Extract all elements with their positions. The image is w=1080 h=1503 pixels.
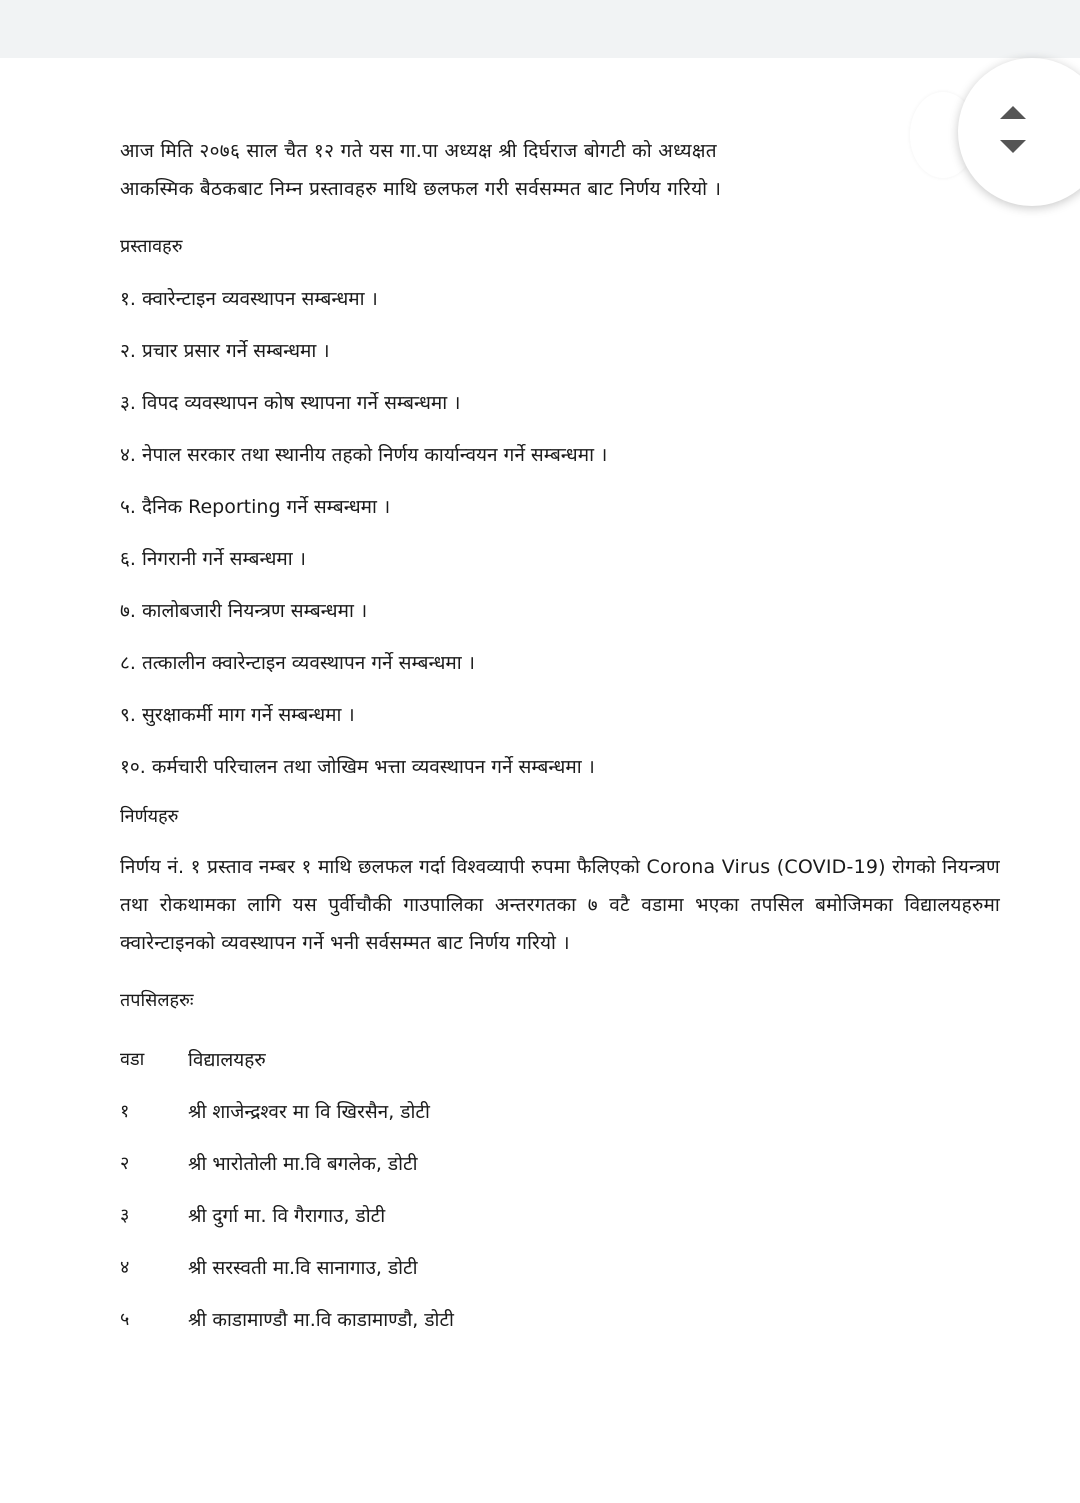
- details-heading: तपसिलहरुः: [120, 990, 194, 1011]
- table-header-row: [120, 1034, 1000, 1086]
- proposals-heading: प्रस्तावहरु: [120, 236, 183, 257]
- school-cell: श्री भारोतोली मा.वि बगलेक, डोटी: [188, 1153, 418, 1175]
- intro-paragraph: [120, 132, 920, 208]
- table-row: [120, 1086, 1000, 1138]
- ward-cell: २: [120, 1153, 130, 1174]
- decision-1-paragraph: निर्णय नं. १ प्रस्ताव नम्बर १ माथि छलफल गर्दा विश्वव्यापी रुपमा फैलिएको Corona Virus (COVID-19) रोगको नियन्त्रण तथा रोकथामका लागि यस पुर्वीचौकी गाउपालिका अन्तरगतका ७ वटै वडामा भएका तपसिल बमोजिमका विद्यालयहरुमा क्वारेन्टाइनको व्यवस्थापन गर्ने भनी सर्वसम्मत बाट निर्णय गरियो ।: [120, 856, 1000, 954]
- proposal-list: [120, 280, 1000, 786]
- school-table: [120, 1034, 1000, 1346]
- intro-line-2: आकस्मिक बैठकबाट निम्न प्रस्तावहरु माथि छलफल गरी सर्वसम्मत बाट निर्णय गरियो ।: [120, 178, 722, 200]
- school-cell: श्री दुर्गा मा. वि गैरागाउ, डोटी: [188, 1205, 386, 1227]
- school-cell: श्री सरस्वती मा.वि सानागाउ, डोटी: [188, 1257, 418, 1279]
- table-row: [120, 1138, 1000, 1190]
- table-row: [120, 1242, 1000, 1294]
- document-body: [120, 132, 1000, 1346]
- school-column-header: विद्यालयहरु: [188, 1049, 266, 1071]
- proposal-item: ४. नेपाल सरकार तथा स्थानीय तहको निर्णय कार्यान्वयन गर्ने सम्बन्धमा ।: [120, 444, 608, 466]
- triangle-down-icon[interactable]: [1000, 140, 1026, 153]
- proposal-item: ३. विपद व्यवस्थापन कोष स्थापना गर्ने सम्बन्धमा ।: [120, 392, 461, 414]
- proposal-item: १०. कर्मचारी परिचालन तथा जोखिम भत्ता व्यवस्थापन गर्ने सम्बन्धमा ।: [120, 756, 595, 778]
- proposal-item: ७. कालोबजारी नियन्त्रण सम्बन्धमा ।: [120, 600, 368, 622]
- triangle-up-icon[interactable]: [1000, 106, 1026, 119]
- proposal-item: ८. तत्कालीन क्वारेन्टाइन व्यवस्थापन गर्ने सम्बन्धमा ।: [120, 652, 475, 674]
- ward-cell: ५: [120, 1309, 130, 1330]
- proposal-item: २. प्रचार प्रसार गर्ने सम्बन्धमा ।: [120, 340, 330, 362]
- intro-line-1: आज मिति २०७६ साल चैत १२ गते यस गा.पा अध्यक्ष श्री दिर्घराज बोगटी को अध्यक्षत: [120, 140, 717, 162]
- table-row: [120, 1294, 1000, 1346]
- proposal-item: ५. दैनिक Reporting गर्ने सम्बन्धमा ।: [120, 496, 391, 518]
- ward-cell: ४: [120, 1257, 130, 1278]
- document-page: [0, 58, 1080, 1503]
- ward-column-header: वडा: [120, 1049, 145, 1070]
- ward-cell: ३: [120, 1205, 130, 1226]
- school-cell: श्री काडामाण्डौ मा.वि काडामाण्डौ, डोटी: [188, 1309, 454, 1331]
- viewer-top-bar: [0, 0, 1080, 59]
- school-cell: श्री शाजेन्द्रश्वर मा वि खिरसैन, डोटी: [188, 1101, 430, 1123]
- ward-cell: १: [120, 1101, 130, 1122]
- decisions-heading: निर्णयहरु: [120, 806, 179, 827]
- proposal-item: ९. सुरक्षाकर्मी माग गर्ने सम्बन्धमा ।: [120, 704, 355, 726]
- proposal-item: ६. निगरानी गर्ने सम्बन्धमा ।: [120, 548, 306, 570]
- table-row: [120, 1190, 1000, 1242]
- proposal-item: १. क्वारेन्टाइन व्यवस्थापन सम्बन्धमा ।: [120, 288, 378, 310]
